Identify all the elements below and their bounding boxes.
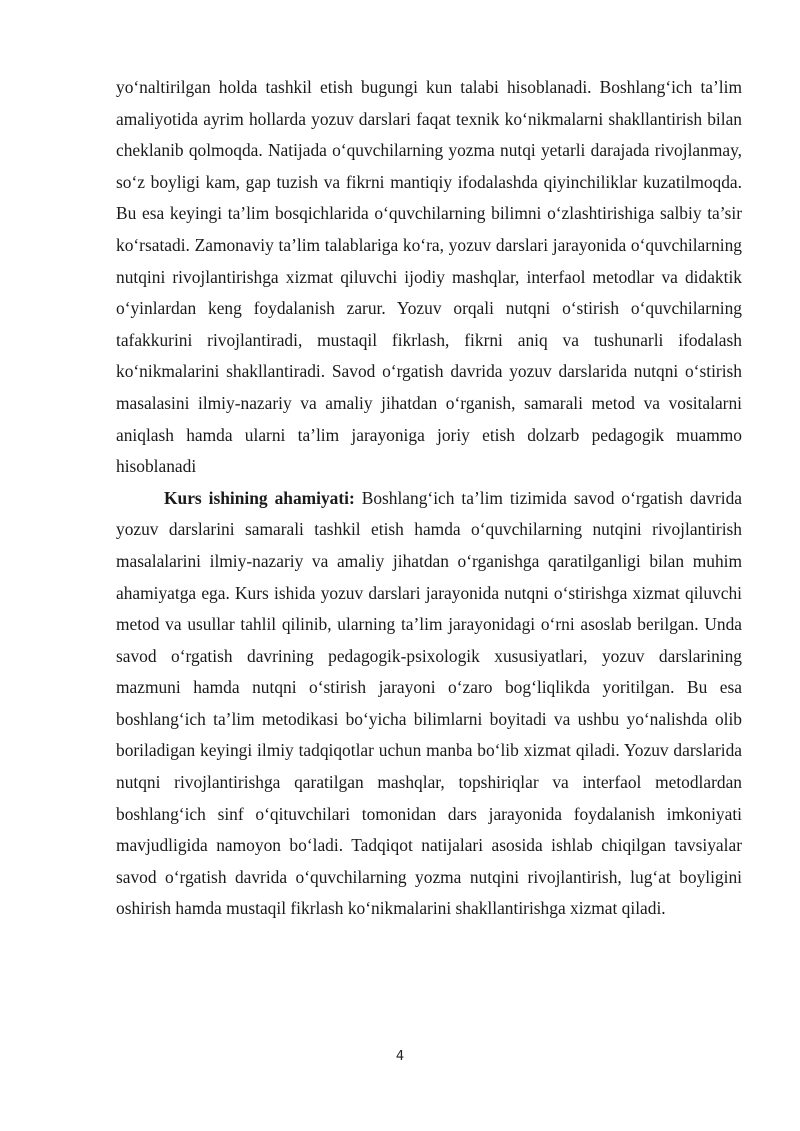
paragraph-relevance-continued: yoʻnaltirilgan holda tashkil etish bugungi kun talabi hisoblanadi. Boshlangʻich ta’lim amaliyotida ayrim hollarda yozuv darslari faqat texnik koʻnikmalarni shakllantirish bilan cheklanib qolmoqda. Natijada oʻquvchilarning yozma nutqi yetarli darajada rivojlanmay, soʻz boyligi kam, gap tuzish va fikrni mantiqiy ifodalashda qiyinchiliklar kuzatilmoqda. Bu esa keyingi ta’lim bosqichlarida oʻquvchilarning bilimni oʻzlashtirishiga salbiy ta’sir koʻrsatadi. Zamonaviy ta’lim talablariga koʻra, yozuv darslari jarayonida oʻquvchilarning nutqini rivojlantirishga xizmat qiluvchi ijodiy mashqlar, interfaol metodlar va didaktik oʻyinlardan keng foydalanish zarur. Yozuv orqali nutqni oʻstirish oʻquvchilarning tafakkurini rivojlantiradi, mustaqil fikrlash, fikrni aniq va tushunarli ifodalash koʻnikmalarini shakllantiradi. Savod oʻrgatish davrida yozuv darslarida nutqni oʻstirish masalasini ilmiy-nazariy va amaliy jihatdan oʻrganish, samarali metod va vositalarni aniqlash hamda ularni ta’lim jarayoniga joriy etish dolzarb pedagogik muammo hisoblanadi xyxy=(116,77,742,477)
page-number: 4 xyxy=(395,1049,405,1064)
significance-body: Boshlangʻich ta’lim tizimida savod oʻrgatish davrida yozuv darslarini samarali tashkil etish hamda oʻquvchilarning nutqini rivojlantirish masalalarini ilmiy-nazariy va amaliy jihatdan oʻrganishga qaratilganligi bilan muhim ahamiyatga ega. Kurs ishida yozuv darslari jarayonida nutqni oʻstirishga xizmat qiluvchi metod va usullar tahlil qilinib, ularning ta’lim jarayonidagi oʻrni asoslab berilgan. Unda savod oʻrgatish davrining pedagogik-psixologik xususiyatlari, yozuv darslarining mazmuni hamda nutqni oʻstirish jarayoni oʻzaro bogʻliqlikda yoritilgan. Bu esa boshlangʻich ta’lim metodikasi boʻyicha bilimlarni boyitadi va ushbu yoʻnalishda olib boriladigan keyingi ilmiy tadqiqotlar uchun manba boʻlib xizmat qiladi. Yozuv darslarida nutqni rivojlantirishga qaratilgan mashqlar, topshiriqlar va interfaol metodlardan boshlangʻich sinf oʻqituvchilari tomonidan dars jarayonida foydalanish imkoniyati mavjudligida namoyon boʻladi. Tadqiqot natijalari asosida ishlab chiqilgan tavsiyalar savod oʻrgatish davrida oʻquvchilarning yozma nutqini rivojlantirish, lugʻat boyligini oshirish hamda mustaqil fikrlash koʻnikmalarini shakllantirishga xizmat qiladi. xyxy=(116,487,742,919)
paragraph-significance xyxy=(116,483,742,925)
significance-heading: Kurs ishining ahamiyati: xyxy=(164,487,355,508)
page-body xyxy=(116,72,742,925)
